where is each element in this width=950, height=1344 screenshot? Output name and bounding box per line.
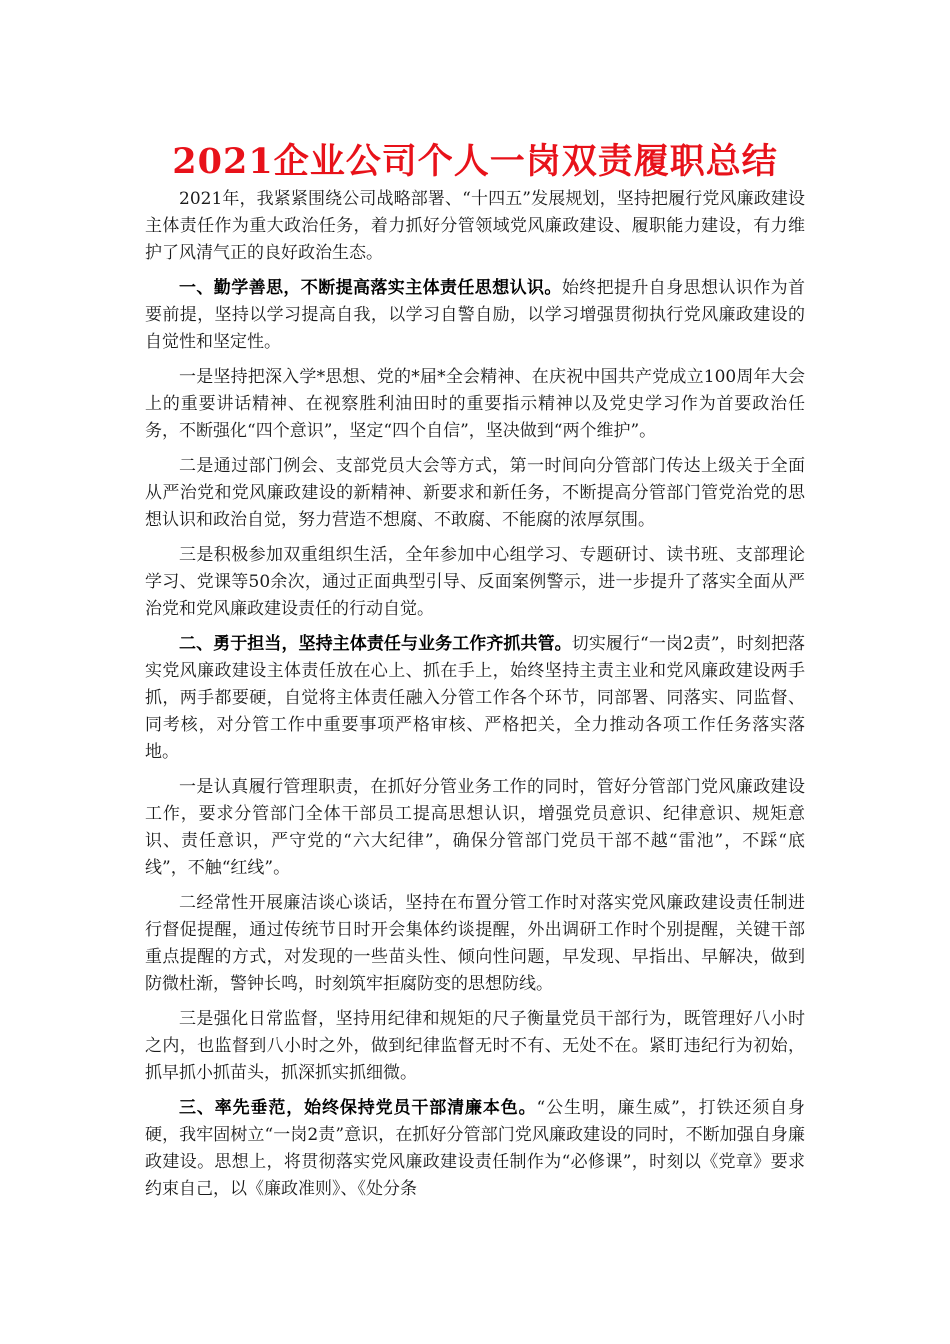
section-2-item-1: [145, 774, 805, 882]
section-1-item-1: [145, 364, 805, 445]
paragraph-text: 二经常性开展廉洁谈心谈话，坚持在布置分管工作时对落实党风廉政建设责任制进行督促提醒，通过传统节日时开会集体约谈提醒，外出调研工作时个别提醒，关键干部重点提醒的方式，对发现的一些苗头性、倾向性问题，早发现、早指出、早解决，做到防微杜渐，警钟长鸣，时刻筑牢拒腐防变的思想防线。: [145, 893, 805, 994]
section-1-item-3: [145, 542, 805, 623]
paragraph-text: 始终把提升自身思想认识作为首要前提，坚持以学习提高自我，以学习自警自励，以学习增强贯彻执行党风廉政建设的自觉性和坚定性。: [145, 278, 806, 352]
paragraph-text: 三是强化日常监督，坚持用纪律和规矩的尺子衡量党员干部行为，既管理好八小时之内，也监督到八小时之外，做到纪律监督无时不有、无处不在。紧盯违纪行为初始，抓早抓小抓苗头，抓深抓实抓细微。: [145, 1009, 805, 1083]
section-heading: 二、勇于担当，坚持主体责任与业务工作齐抓共管。: [179, 634, 572, 654]
paragraph-text: 2021年，我紧紧围绕公司战略部署、“十四五”发展规划，坚持把履行党风廉政建设主体责任作为重大政治任务，着力抓好分管领域党风廉政建设、履职能力建设，有力维护了风清气正的良好政治生态。: [145, 189, 805, 263]
paragraph-text: 二是通过部门例会、支部党员大会等方式，第一时间向分管部门传达上级关于全面从严治党和党风廉政建设的新精神、新要求和新任务，不断提高分管部门管党治党的思想认识和政治自觉，努力营造不想腐、不敢腐、不能腐的浓厚氛围。: [145, 456, 805, 530]
section-2-paragraph: [145, 631, 805, 766]
section-1-item-2: [145, 453, 805, 534]
paragraph-text: 切实履行“一岗2责”，时刻把落实党风廉政建设主体责任放在心上、抓在手上，始终坚持主责主业和党风廉政建设两手抓，两手都要硬，自觉将主体责任融入分管工作各个环节，同部署、同落实、同监督、同考核，对分管工作中重要事项严格审核、严格把关，全力推动各项工作任务落实落地。: [145, 634, 806, 762]
intro-paragraph: [145, 186, 805, 267]
paragraph-text: 三是积极参加双重组织生活，全年参加中心组学习、专题研讨、读书班、支部理论学习、党课等50余次，通过正面典型引导、反面案例警示，进一步提升了落实全面从严治党和党风廉政建设责任的行动自觉。: [145, 545, 805, 619]
section-3-paragraph: [145, 1095, 805, 1203]
section-1-paragraph: [145, 275, 805, 356]
section-heading: 一、勤学善思，不断提高落实主体责任思想认识。: [179, 278, 562, 298]
paragraph-text: “公生明，廉生威”，打铁还须自身硬，我牢固树立“一岗2责”意识，在抓好分管部门党风廉政建设的同时，不断加强自身廉政建设。思想上，将贯彻落实党风廉政建设责任制作为“必修课”，时刻以《党章》要求约束自己，以《廉政准则》、《处分条: [145, 1098, 805, 1199]
document-title: 2021企业公司个人一岗双责履职总结: [172, 141, 778, 182]
paragraph-text: 一是坚持把深入学*思想、党的*届*全会精神、在庆祝中国共产党成立100周年大会上的重要讲话精神、在视察胜利油田时的重要指示精神以及党史学习作为首要政治任务，不断强化“四个意识”，坚定“四个自信”，坚决做到“两个维护”。: [145, 367, 805, 441]
section-2-item-2: [145, 890, 805, 998]
paragraph-text: 一是认真履行管理职责，在抓好分管业务工作的同时，管好分管部门党风廉政建设工作，要求分管部门全体干部员工提高思想认识，增强党员意识、纪律意识、规矩意识、责任意识，严守党的“六大纪律”，确保分管部门党员干部不越“雷池”，不踩“底线”，不触“红线”。: [145, 777, 805, 878]
document-body: [145, 186, 805, 1211]
section-2-item-3: [145, 1006, 805, 1087]
section-heading: 三、率先垂范，始终保持党员干部清廉本色。: [179, 1098, 537, 1118]
